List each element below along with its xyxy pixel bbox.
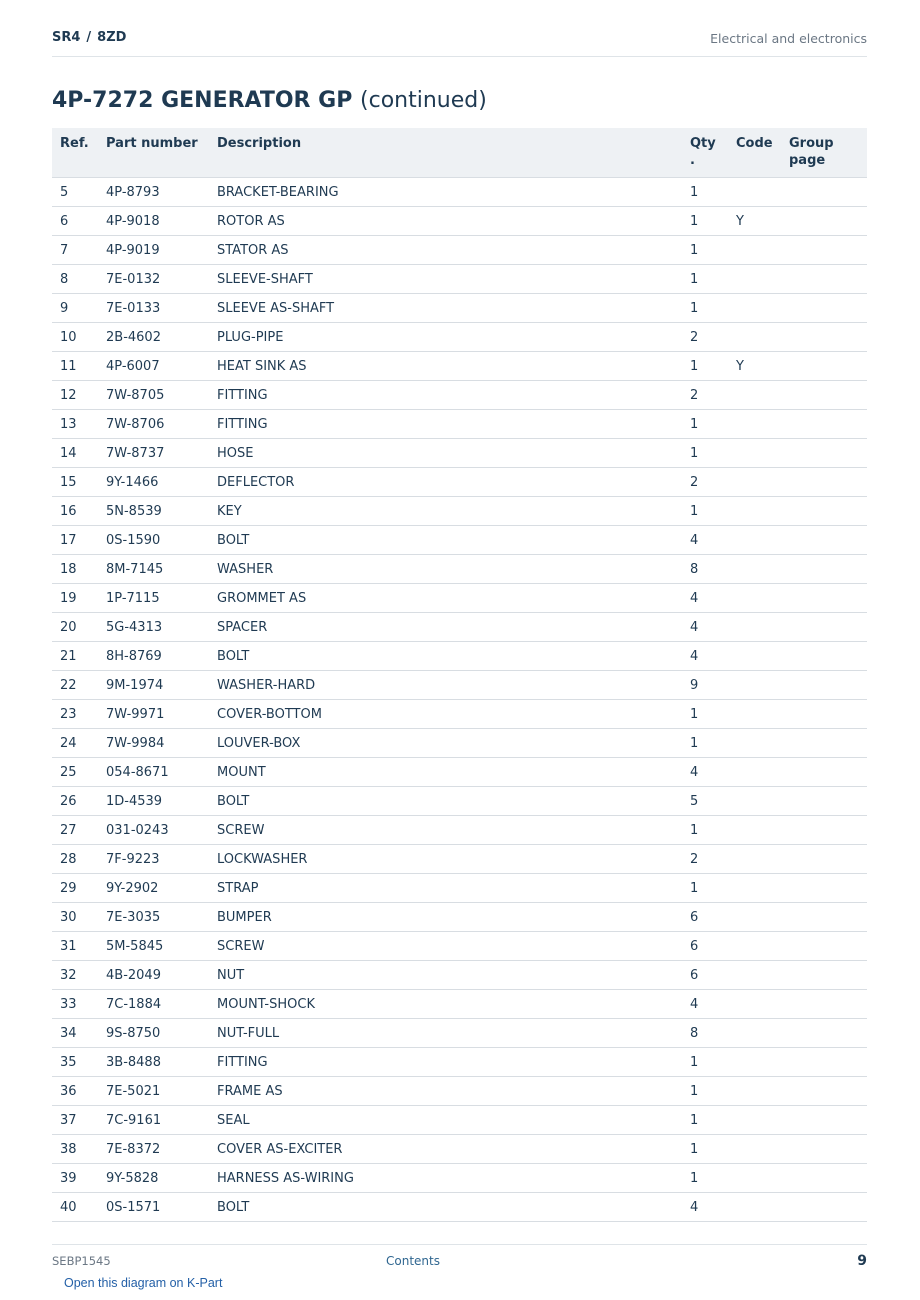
qty-header-dot: . — [690, 153, 695, 168]
table-row — [52, 410, 867, 439]
qty-cell: 1 — [682, 700, 728, 729]
part-number-cell: 7W-8737 — [98, 439, 209, 468]
qty-cell: 4 — [682, 584, 728, 613]
ref-cell: 21 — [52, 642, 98, 671]
code-cell — [728, 1164, 781, 1193]
description-cell: COVER AS-EXCITER — [209, 1135, 682, 1164]
description-cell: FITTING — [209, 381, 682, 410]
table-row — [52, 613, 867, 642]
table-row — [52, 555, 867, 584]
part-number-cell: 2B-4602 — [98, 323, 209, 352]
ref-cell: 13 — [52, 410, 98, 439]
code-cell: Y — [728, 207, 781, 236]
group-page-cell — [781, 468, 867, 497]
table-row — [52, 642, 867, 671]
part-number-cell: 5M-5845 — [98, 932, 209, 961]
qty-cell: 1 — [682, 410, 728, 439]
ref-cell: 10 — [52, 323, 98, 352]
part-number-cell: 4P-9018 — [98, 207, 209, 236]
qty-cell: 6 — [682, 932, 728, 961]
qty-cell: 9 — [682, 671, 728, 700]
group-page-cell — [781, 584, 867, 613]
code-cell — [728, 497, 781, 526]
group-page-cell — [781, 700, 867, 729]
qty-cell: 8 — [682, 555, 728, 584]
code-cell — [728, 1135, 781, 1164]
qty-cell: 8 — [682, 1019, 728, 1048]
group-page-cell — [781, 526, 867, 555]
qty-cell: 1 — [682, 874, 728, 903]
code-cell — [728, 265, 781, 294]
breadcrumb-separator: / — [86, 30, 92, 45]
qty-cell: 1 — [682, 439, 728, 468]
table-row — [52, 758, 867, 787]
group-page-cell — [781, 903, 867, 932]
table-row — [52, 1135, 867, 1164]
ref-cell: 18 — [52, 555, 98, 584]
ref-cell: 31 — [52, 932, 98, 961]
part-number-cell: 9S-8750 — [98, 1019, 209, 1048]
col-header-part-number: Part number — [98, 128, 209, 178]
part-number-cell: 1D-4539 — [98, 787, 209, 816]
table-row — [52, 439, 867, 468]
group-page-cell — [781, 1019, 867, 1048]
part-number-cell: 031-0243 — [98, 816, 209, 845]
table-row — [52, 671, 867, 700]
part-number-cell: 0S-1571 — [98, 1193, 209, 1222]
ref-cell: 19 — [52, 584, 98, 613]
contents-link[interactable]: Contents — [386, 1254, 440, 1268]
description-cell: BRACKET-BEARING — [209, 178, 682, 207]
table-row — [52, 729, 867, 758]
code-cell — [728, 990, 781, 1019]
ref-cell: 33 — [52, 990, 98, 1019]
part-number-cell: 9Y-2902 — [98, 874, 209, 903]
group-page-cell — [781, 787, 867, 816]
code-cell — [728, 671, 781, 700]
description-cell: HEAT SINK AS — [209, 352, 682, 381]
group-page-cell — [781, 555, 867, 584]
ref-cell: 39 — [52, 1164, 98, 1193]
code-cell — [728, 845, 781, 874]
code-cell — [728, 439, 781, 468]
code-cell — [728, 1048, 781, 1077]
code-cell — [728, 381, 781, 410]
qty-cell: 6 — [682, 961, 728, 990]
model-label: SR4 — [52, 30, 81, 45]
ref-cell: 36 — [52, 1077, 98, 1106]
group-page-cell — [781, 932, 867, 961]
table-row — [52, 1106, 867, 1135]
part-number-cell: 7E-5021 — [98, 1077, 209, 1106]
open-kpart-link[interactable]: Open this diagram on K-Part — [64, 1276, 223, 1290]
col-header-code: Code — [728, 128, 781, 178]
code-cell — [728, 642, 781, 671]
description-cell: FITTING — [209, 410, 682, 439]
code-cell — [728, 323, 781, 352]
part-number-cell: 7F-9223 — [98, 845, 209, 874]
qty-cell: 4 — [682, 642, 728, 671]
description-cell: KEY — [209, 497, 682, 526]
group-page-cell — [781, 410, 867, 439]
description-cell: FITTING — [209, 1048, 682, 1077]
group-page-cell — [781, 816, 867, 845]
description-cell: BOLT — [209, 787, 682, 816]
description-cell: BOLT — [209, 526, 682, 555]
table-row — [52, 1048, 867, 1077]
group-title: 4P-7272 GENERATOR GP — [52, 88, 353, 113]
qty-cell: 1 — [682, 1077, 728, 1106]
part-number-cell: 4P-8793 — [98, 178, 209, 207]
qty-cell: 1 — [682, 816, 728, 845]
code-cell — [728, 758, 781, 787]
code-cell — [728, 961, 781, 990]
ref-cell: 32 — [52, 961, 98, 990]
code-cell — [728, 700, 781, 729]
ref-cell: 6 — [52, 207, 98, 236]
group-page-cell — [781, 845, 867, 874]
qty-cell: 6 — [682, 903, 728, 932]
description-cell: NUT — [209, 961, 682, 990]
part-number-cell: 7W-8705 — [98, 381, 209, 410]
breadcrumb — [52, 30, 126, 45]
header-row — [52, 128, 867, 178]
qty-cell: 4 — [682, 758, 728, 787]
group-page-cell — [781, 1077, 867, 1106]
ref-cell: 9 — [52, 294, 98, 323]
part-number-cell: 4P-6007 — [98, 352, 209, 381]
code-cell — [728, 1077, 781, 1106]
col-header-group-page: Group page — [781, 128, 867, 178]
description-cell: NUT-FULL — [209, 1019, 682, 1048]
parts-table — [52, 128, 867, 1222]
part-number-cell: 3B-8488 — [98, 1048, 209, 1077]
ref-cell: 20 — [52, 613, 98, 642]
code-cell — [728, 874, 781, 903]
col-header-ref: Ref. — [52, 128, 98, 178]
code-cell — [728, 410, 781, 439]
table-header — [52, 128, 867, 178]
description-cell: GROMMET AS — [209, 584, 682, 613]
code-cell: Y — [728, 352, 781, 381]
code-cell — [728, 1019, 781, 1048]
table-row — [52, 1077, 867, 1106]
group-page-cell — [781, 1048, 867, 1077]
code-cell — [728, 468, 781, 497]
description-cell: BOLT — [209, 642, 682, 671]
description-cell: SLEEVE AS-SHAFT — [209, 294, 682, 323]
description-cell: DEFLECTOR — [209, 468, 682, 497]
table-row — [52, 845, 867, 874]
group-page-cell — [781, 642, 867, 671]
code-cell — [728, 584, 781, 613]
group-page-cell — [781, 990, 867, 1019]
group-page-cell — [781, 729, 867, 758]
table-row — [52, 497, 867, 526]
ref-cell: 29 — [52, 874, 98, 903]
group-page-cell — [781, 236, 867, 265]
table-row — [52, 381, 867, 410]
section-label: Electrical and electronics — [710, 31, 867, 46]
code-cell — [728, 178, 781, 207]
serial-prefix-label: 8ZD — [97, 30, 127, 45]
group-page-cell — [781, 323, 867, 352]
table-row — [52, 961, 867, 990]
qty-cell: 1 — [682, 497, 728, 526]
ref-cell: 17 — [52, 526, 98, 555]
group-page-cell — [781, 265, 867, 294]
part-number-cell: 054-8671 — [98, 758, 209, 787]
code-cell — [728, 1193, 781, 1222]
qty-cell: 1 — [682, 207, 728, 236]
qty-cell: 1 — [682, 729, 728, 758]
group-page-cell — [781, 671, 867, 700]
qty-cell: 2 — [682, 323, 728, 352]
ref-cell: 38 — [52, 1135, 98, 1164]
group-page-cell — [781, 178, 867, 207]
ref-cell: 26 — [52, 787, 98, 816]
group-page-cell — [781, 381, 867, 410]
description-cell: MOUNT-SHOCK — [209, 990, 682, 1019]
qty-cell: 5 — [682, 787, 728, 816]
table-row — [52, 352, 867, 381]
group-page-cell — [781, 352, 867, 381]
group-page-cell — [781, 439, 867, 468]
group-page-cell — [781, 294, 867, 323]
qty-header-label: Qty — [690, 136, 716, 151]
group-page-cell — [781, 758, 867, 787]
description-cell: WASHER-HARD — [209, 671, 682, 700]
ref-cell: 23 — [52, 700, 98, 729]
ref-cell: 5 — [52, 178, 98, 207]
ref-cell: 37 — [52, 1106, 98, 1135]
ref-cell: 11 — [52, 352, 98, 381]
part-number-cell: 7W-9971 — [98, 700, 209, 729]
description-cell: SLEEVE-SHAFT — [209, 265, 682, 294]
table-row — [52, 1019, 867, 1048]
table-row — [52, 468, 867, 497]
description-cell: COVER-BOTTOM — [209, 700, 682, 729]
qty-cell: 1 — [682, 265, 728, 294]
group-page-cell — [781, 207, 867, 236]
part-number-cell: 7E-0133 — [98, 294, 209, 323]
table-row — [52, 584, 867, 613]
part-number-cell: 4P-9019 — [98, 236, 209, 265]
code-cell — [728, 526, 781, 555]
ref-cell: 16 — [52, 497, 98, 526]
part-number-cell: 4B-2049 — [98, 961, 209, 990]
page-header — [52, 28, 867, 57]
qty-cell: 4 — [682, 526, 728, 555]
description-cell: LOCKWASHER — [209, 845, 682, 874]
description-cell: BOLT — [209, 1193, 682, 1222]
code-cell — [728, 903, 781, 932]
code-cell — [728, 816, 781, 845]
description-cell: WASHER — [209, 555, 682, 584]
group-page-cell — [781, 1164, 867, 1193]
ref-cell: 25 — [52, 758, 98, 787]
ref-cell: 7 — [52, 236, 98, 265]
table-row — [52, 816, 867, 845]
part-number-cell: 9M-1974 — [98, 671, 209, 700]
table-row — [52, 700, 867, 729]
qty-cell: 4 — [682, 990, 728, 1019]
part-number-cell: 0S-1590 — [98, 526, 209, 555]
table-row — [52, 294, 867, 323]
ref-cell: 22 — [52, 671, 98, 700]
part-number-cell: 5G-4313 — [98, 613, 209, 642]
description-cell: SEAL — [209, 1106, 682, 1135]
qty-cell: 4 — [682, 1193, 728, 1222]
description-cell: LOUVER-BOX — [209, 729, 682, 758]
description-cell: MOUNT — [209, 758, 682, 787]
table-row — [52, 787, 867, 816]
description-cell: STATOR AS — [209, 236, 682, 265]
ref-cell: 8 — [52, 265, 98, 294]
qty-cell: 1 — [682, 236, 728, 265]
continued-label: (continued) — [360, 88, 487, 113]
table-body — [52, 178, 867, 1222]
description-cell: HARNESS AS-WIRING — [209, 1164, 682, 1193]
page-title — [52, 88, 487, 113]
table-row — [52, 236, 867, 265]
table-row — [52, 323, 867, 352]
qty-cell: 1 — [682, 1164, 728, 1193]
code-cell — [728, 555, 781, 584]
ref-cell: 28 — [52, 845, 98, 874]
page-number: 9 — [857, 1253, 867, 1269]
code-cell — [728, 236, 781, 265]
code-cell — [728, 932, 781, 961]
group-page-cell — [781, 1106, 867, 1135]
qty-cell: 1 — [682, 1106, 728, 1135]
part-number-cell: 8M-7145 — [98, 555, 209, 584]
document-id: SEBP1545 — [52, 1254, 111, 1268]
part-number-cell: 9Y-1466 — [98, 468, 209, 497]
table-row — [52, 207, 867, 236]
part-number-cell: 5N-8539 — [98, 497, 209, 526]
ref-cell: 30 — [52, 903, 98, 932]
col-header-description: Description — [209, 128, 682, 178]
col-header-qty — [682, 128, 728, 178]
ref-cell: 14 — [52, 439, 98, 468]
description-cell: PLUG-PIPE — [209, 323, 682, 352]
part-number-cell: 7E-8372 — [98, 1135, 209, 1164]
table-row — [52, 1164, 867, 1193]
part-number-cell: 7C-9161 — [98, 1106, 209, 1135]
qty-cell: 1 — [682, 178, 728, 207]
group-page-cell — [781, 1193, 867, 1222]
table-row — [52, 932, 867, 961]
code-cell — [728, 613, 781, 642]
description-cell: BUMPER — [209, 903, 682, 932]
ref-cell: 27 — [52, 816, 98, 845]
table-row — [52, 903, 867, 932]
qty-cell: 2 — [682, 468, 728, 497]
qty-cell: 1 — [682, 1048, 728, 1077]
description-cell: FRAME AS — [209, 1077, 682, 1106]
part-number-cell: 7C-1884 — [98, 990, 209, 1019]
description-cell: STRAP — [209, 874, 682, 903]
table-row — [52, 874, 867, 903]
part-number-cell: 9Y-5828 — [98, 1164, 209, 1193]
ref-cell: 40 — [52, 1193, 98, 1222]
table-row — [52, 526, 867, 555]
ref-cell: 34 — [52, 1019, 98, 1048]
part-number-cell: 7E-3035 — [98, 903, 209, 932]
description-cell: SCREW — [209, 932, 682, 961]
group-page-cell — [781, 613, 867, 642]
ref-cell: 15 — [52, 468, 98, 497]
part-number-cell: 7W-8706 — [98, 410, 209, 439]
qty-cell: 4 — [682, 613, 728, 642]
qty-cell: 1 — [682, 352, 728, 381]
part-number-cell: 1P-7115 — [98, 584, 209, 613]
group-page-cell — [781, 497, 867, 526]
ref-cell: 12 — [52, 381, 98, 410]
qty-cell: 2 — [682, 381, 728, 410]
description-cell: SPACER — [209, 613, 682, 642]
description-cell: SCREW — [209, 816, 682, 845]
qty-cell: 1 — [682, 1135, 728, 1164]
code-cell — [728, 1106, 781, 1135]
table-row — [52, 265, 867, 294]
group-page-cell — [781, 961, 867, 990]
description-cell: ROTOR AS — [209, 207, 682, 236]
table-row — [52, 1193, 867, 1222]
qty-cell: 1 — [682, 294, 728, 323]
group-page-cell — [781, 874, 867, 903]
part-number-cell: 7E-0132 — [98, 265, 209, 294]
ref-cell: 35 — [52, 1048, 98, 1077]
page-footer — [52, 1244, 867, 1275]
group-page-cell — [781, 1135, 867, 1164]
ref-cell: 24 — [52, 729, 98, 758]
code-cell — [728, 787, 781, 816]
qty-cell: 2 — [682, 845, 728, 874]
code-cell — [728, 729, 781, 758]
table-row — [52, 178, 867, 207]
description-cell: HOSE — [209, 439, 682, 468]
table-row — [52, 990, 867, 1019]
part-number-cell: 7W-9984 — [98, 729, 209, 758]
code-cell — [728, 294, 781, 323]
part-number-cell: 8H-8769 — [98, 642, 209, 671]
